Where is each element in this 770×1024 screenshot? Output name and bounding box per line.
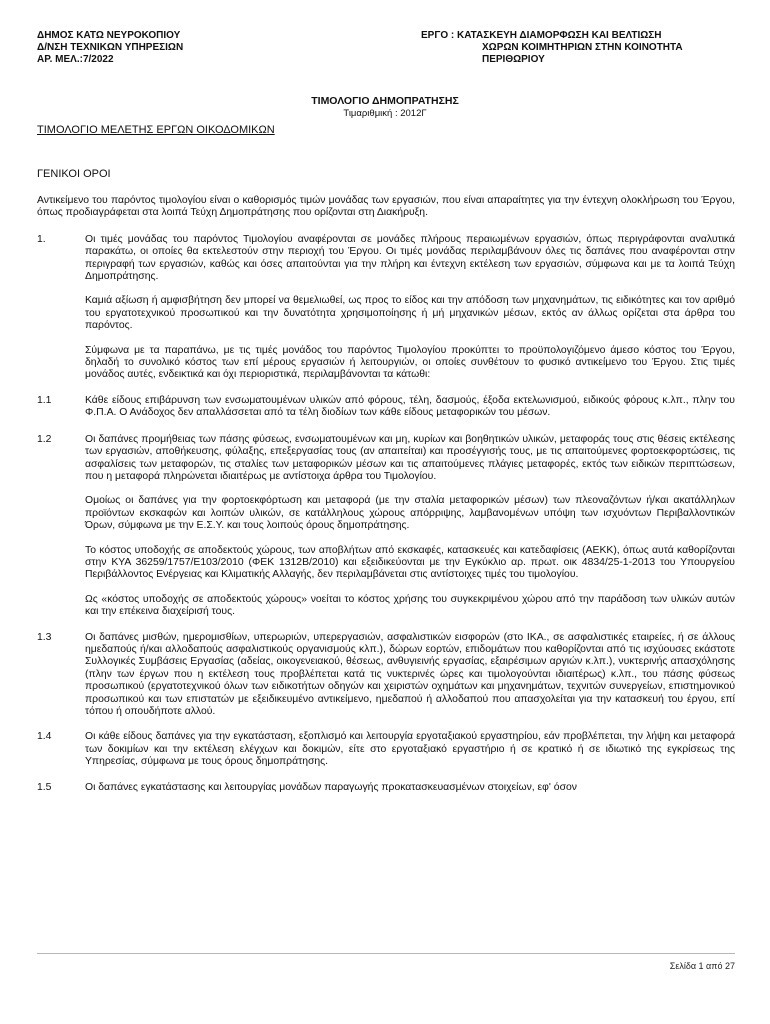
clause-body	[85, 234, 735, 382]
header-project-title-line-2: ΧΩΡΩΝ ΚΟΙΜΗΤΗΡΙΩΝ ΣΤΗΝ ΚΟΙΝΟΤΗΤΑ	[482, 42, 683, 53]
clause-body	[85, 632, 735, 719]
clause-body	[85, 434, 735, 619]
clause-paragraph: Ομοίως οι δαπάνες για την φορτοεκφόρτωση και μεταφορά (με την σταλία μεταφορικών μέσων) των πλεοναζόντων ή/και ακατάλληλων προϊόντων εκσκαφών και λοιπών υλικών, σε κατάλληλους χώρους απόρριψης, λαμβανομένων υπόψη των ισχυόντων Περιβαλλοντικών Όρων, σύμφωνα με την Ε.Σ.Υ. και τους λοιπούς όρους δημοπράτησης.	[85, 495, 735, 532]
clause-paragraph: Οι δαπάνες μισθών, ημερομισθίων, υπερωριών, υπερεργασιών, ασφαλιστικών εισφορών (στο ΙΚΑ., σε ασφαλιστικές εταιρείες, ή σε άλλους ημεδαπούς ή/και αλλοδαπούς ασφαλιστικούς οργανισμούς κλπ.), δώρων εορτών, επιδομάτων που καθορίζονται από τις ισχύουσες εκάστοτε Συλλογικές Συμβάσεις Εργασίας (αδείας, οικογενειακού, θέσεως, ανθυγιεινής εργασίας, εξαιρέσιμων αργιών κ.λπ.), νυκτερινής απασχόλησης (πλην των έργων που η εκτέλεση τους προβλέπεται κατά τις νυκτερινές ώρες και τιμολογούνται ιδιαιτέρως) κ.λπ., του πάσης φύσεως προσωπικού (εργατοτεχνικού όλων των ειδικοτήτων οδηγών και χειριστών οχημάτων και μηχανημάτων, τεχνιτών συνεργείων, επιστημονικού προσωπικού και των επιστατών με εξειδικευμένο αντικείμενο, ημεδαπού ή αλλοδαπού που απασχολείται για την κατασκευή του έργου, επί τόπου ή οπουδήποτε αλλού.	[85, 631, 735, 717]
clause-paragraph: Ως «κόστος υποδοχής σε αποδεκτούς χώρους» νοείται το κόστος χρήσης του συγκεκριμένου χώρου από την παράδοση των υλικών αυτών και την επέκεινα διαχείρισή τους.	[85, 593, 735, 618]
clause-paragraph: Κάθε είδους επιβάρυνση των ενσωματουμένων υλικών από φόρους, τέλη, δασμούς, έξοδα εκτελωνισμού, ειδικούς φόρους κ.λπ., πλην του Φ.Π.Α. Ο Ανάδοχος δεν απαλλάσσεται από τα τέλη διοδίων των κάθε είδους μεταφορικών του μέσων.	[85, 394, 735, 419]
header-department: Δ/ΝΣΗ ΤΕΧΝΙΚΩΝ ΥΠΗΡΕΣΙΩΝ	[37, 42, 184, 53]
clause-body	[85, 782, 735, 794]
clause-paragraph: Το κόστος υποδοχής σε αποδεκτούς χώρους, των αποβλήτων από εκσκαφές, κατασκευές και κατεδαφίσεις (ΑΕΚΚ), όπως αυτά καθορίζονται στην ΚΥΑ 36259/1757/Ε103/2010 (ΦΕΚ 1312Β/2010) και εξειδικεύονται με την Εγκύκλιο αρ. πρωτ. οικ 4834/25-1-2013 του Υπουργείου Περιβάλλοντος Ενέργειας και Κλιματικής Αλλαγής, δεν περιλαμβάνεται στις αντίστοιχες τιμές του τιμολογίου.	[85, 544, 735, 581]
page-number: Σελίδα 1 από 27	[669, 961, 735, 971]
general-terms-heading: ΓΕΝΙΚΟΙ ΟΡΟΙ	[37, 168, 111, 180]
clause-1	[37, 234, 735, 382]
clause-body	[85, 395, 735, 420]
clause-paragraph: Οι δαπάνες εγκατάστασης και λειτουργίας μονάδων παραγωγής προκατασκευασμένων στοιχείων, εφ' όσον	[85, 781, 577, 793]
header-municipality: ΔΗΜΟΣ ΚΑΤΩ ΝΕΥΡΟΚΟΠΙΟΥ	[37, 30, 181, 41]
clause-number: 1.2	[37, 433, 52, 445]
document-subtitle: Τιμαριθμική : 2012Γ	[343, 108, 427, 119]
clause-paragraph: Οι τιμές μονάδας του παρόντος Τιμολογίου αναφέρονται σε μονάδες πλήρους περαιωμένων εργασιών, όπως περιγράφονται αναλυτικά παρακάτω, οι οποίες θα εκτελεστούν στην περιοχή του Έργου. Οι τιμές μονάδας περιλαμβάνουν όλες τις δαπάνες που αναφέρονται στην περιγραφή των εργασιών, καθώς και όσες απαιτούνται για την πλήρη και έντεχνη εκτέλεση των εργασιών, σύμφωνα και με τα λοιπά Τεύχη Δημοπράτησης.	[85, 233, 735, 283]
study-title: ΤΙΜΟΛΟΓΙΟ ΜΕΛΕΤΗΣ ΕΡΓΩΝ ΟΙΚΟΔΟΜΙΚΩΝ	[37, 124, 275, 136]
clause-number: 1.	[37, 233, 46, 245]
clause-number: 1.1	[37, 394, 52, 406]
clause-1-1	[37, 395, 735, 420]
header-municipality-block	[37, 30, 367, 66]
clause-paragraph: Οι κάθε είδους δαπάνες για την εγκατάσταση, εξοπλισμό και λειτουργία εργοταξιακού εργαστηρίου, εάν προβλέπεται, την λήψη και μεταφορά των δοκιμίων και την εκτέλεση ελέγχων και δοκιμών, είτε στο εργοταξιακό εργαστήριο ή σε κρατικό ή σε ιδιωτικό της εγκρίσεως της Υπηρεσίας, σύμφωνα με τους όρους δημοπράτησης.	[85, 731, 735, 768]
header-project-block	[421, 30, 741, 66]
document-title: ΤΙΜΟΛΟΓΙΟ ΔΗΜΟΠΡΑΤΗΣΗΣ	[311, 95, 459, 107]
clause-body	[85, 731, 735, 768]
clause-1-3	[37, 632, 735, 719]
clause-number: 1.3	[37, 631, 52, 643]
clause-paragraph: Οι δαπάνες προμήθειας των πάσης φύσεως, ενσωματουμένων και μη, κυρίων και βοηθητικών υλικών, μεταφοράς τους στις θέσεις εκτέλεσης των εργασιών, αποθήκευσης, φύλαξης, επεξεργασίας τους (αν απαιτείται) και προσέγγισής τους, με τις απαιτούμενες φορτοεκφορτώσεις, τις ασφαλίσεις των μεταφορών, τις σταλίες των μεταφορικών μέσων και τις απαιτούμενες πλάγιες μεταφορές, εκτός των ειδικών περιπτώσεων, που η μεταφορά πληρώνεται ιδιαιτέρως με αντίστοιχα άρθρα του Τιμολογίου.	[85, 433, 735, 482]
header-study-number: ΑΡ. ΜΕΛ.:7/2022	[37, 54, 114, 65]
clause-number: 1.5	[37, 781, 52, 793]
clause-paragraph: Καμιά αξίωση ή αμφισβήτηση δεν μπορεί να θεμελιωθεί, ως προς το είδος και την απόδοση των μηχανημάτων, τις ειδικότητες και τον αριθμό του εργατοτεχνικού προσωπικού και την δυνατότητα χρησιμοποίησης ή μή μηχανικών μέσων, εκτός αν άλλως ορίζεται στα άρθρα του παρόντος.	[85, 295, 735, 332]
document-body	[37, 195, 735, 794]
header-project-title-line-3: ΠΕΡΙΘΩΡΙΟΥ	[482, 54, 545, 65]
clause-1-4	[37, 731, 735, 768]
footer-divider	[37, 953, 735, 954]
intro-paragraph: Αντικείμενο του παρόντος τιμολογίου είναι ο καθορισμός τιμών μονάδας των εργασιών, που είναι απαραίτητες για την έντεχνη ολοκλήρωση του Έργου, όπως προδιαγράφεται στα λοιπά Τεύχη Δημοπράτησης που ορίζονται στη Διακήρυξη.	[37, 195, 735, 219]
clause-number: 1.4	[37, 731, 52, 743]
page-header	[37, 30, 735, 70]
clause-1-2	[37, 434, 735, 619]
header-project-title: ΕΡΓΟ : ΚΑΤΑΣΚΕΥΗ ΔΙΑΜΟΡΦΩΣΗ ΚΑΙ ΒΕΛΤΙΩΣΗ	[421, 30, 662, 41]
clause-paragraph: Σύμφωνα με τα παραπάνω, με τις τιμές μονάδος του παρόντος Τιμολογίου προκύπτει το προϋπολογιζόμενο άμεσο κόστος του Έργου, δηλαδή το συνολικό κόστος των επί μέρους εργασιών ή λειτουργιών, οι οποίες συνθέτουν το φυσικό αντικείμενο του Έργου. Στις τιμές μονάδος αυτές, ενδεικτικά και όχι περιοριστικά, περιλαμβάνονται τα κάτωθι:	[85, 344, 735, 381]
clause-1-5	[37, 782, 735, 794]
